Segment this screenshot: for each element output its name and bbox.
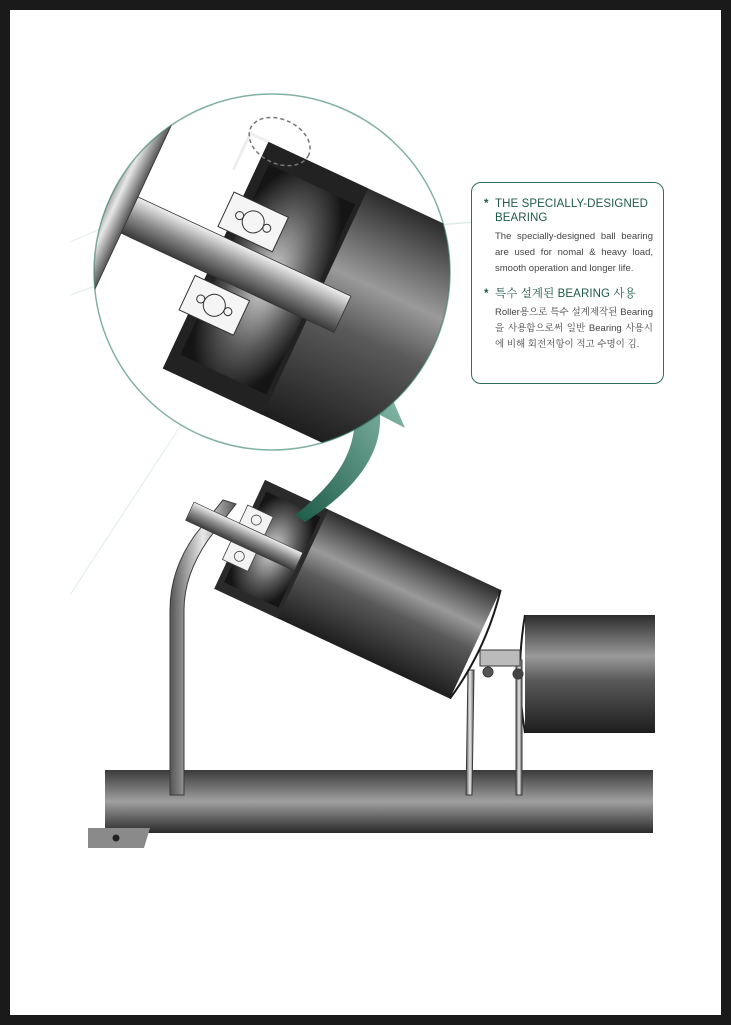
callout-heading-en [484,197,653,225]
callout-body-en: The specially-designed ball bearing are used for nomal & heavy load, smooth operation and longer life. [495,231,653,274]
document-page [10,10,721,1015]
bullet-asterisk-icon: * [484,288,489,300]
idler-illustration [10,10,721,1015]
heading-text-en: THE SPECIALLY-DESIGNED BEARING [495,198,649,224]
heading-text-ko: 특수 설계된 BEARING 사용 [495,288,636,300]
right-roller [520,615,655,733]
callout-body-ko: Roller용으로 특수 설계제작된 Bearing을 사용함으로써 일반 Bearing 사용시에 비해 회전저항이 적고 수명이 김. [495,307,653,350]
bullet-asterisk-icon: * [484,198,489,210]
left-post [170,500,236,795]
bearing-callout [471,182,664,384]
callout-heading-ko [484,287,653,301]
